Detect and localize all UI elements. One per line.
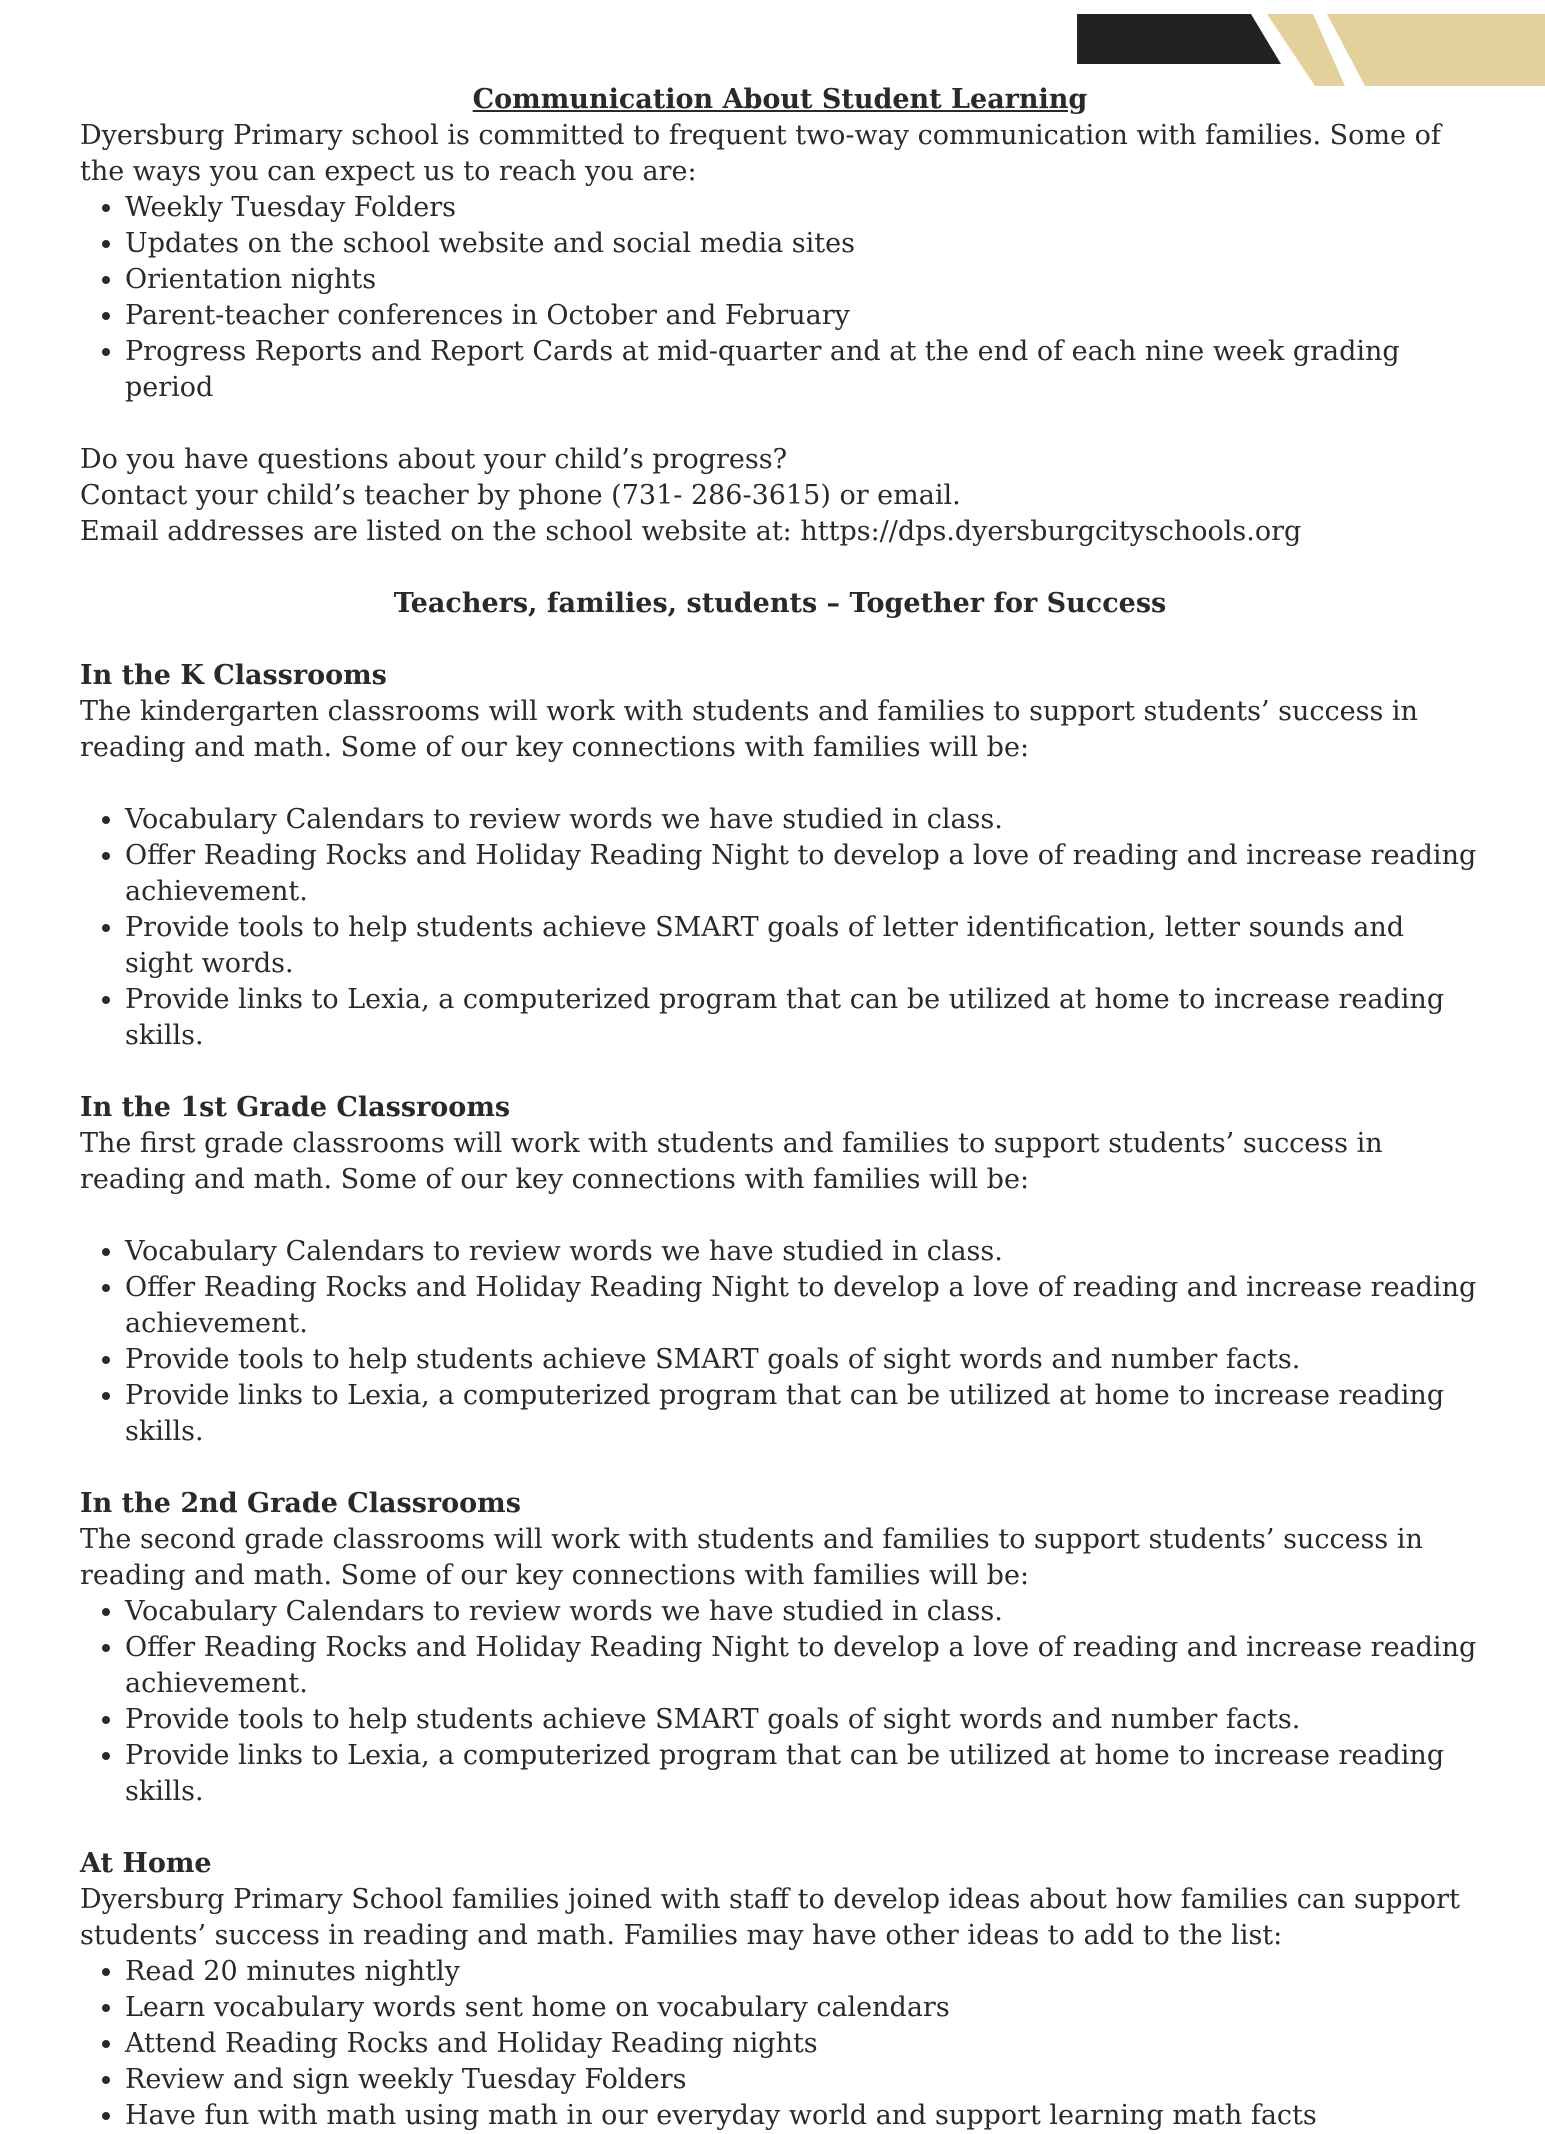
list-item: • Provide tools to help students achieve SMART goals of sight words and number facts. [125,1702,1480,1738]
header-banner-graphic [1065,0,1545,90]
list-item: • Updates on the school website and social media sites [125,226,1480,262]
section-k-classrooms [80,658,1480,1054]
list-item: • Provide tools to help students achieve SMART goals of sight words and number facts. [125,1342,1480,1378]
section-intro: The kindergarten classrooms will work with students and families to support students’ success in reading and math. Some of our key connections with families will be: [80,696,1418,763]
list-item: • Provide links to Lexia, a computerized program that can be utilized at home to increase reading skills. [125,1738,1480,1810]
list-item: • Offer Reading Rocks and Holiday Reading Night to develop a love of reading and increase reading achievement. [125,838,1480,910]
section-intro: Dyersburg Primary School families joined with staff to develop ideas about how families can support students’ success in reading and math. Families may have other ideas to add to the list: [80,1884,1460,1951]
section-list [80,802,1480,1054]
list-item: • Read 20 minutes nightly [125,1954,1480,1990]
contact-line: Contact your child’s teacher by phone (731- 286-3615) or email. [80,480,961,511]
section-heading: In the K Classrooms [80,660,387,691]
list-item: • Weekly Tuesday Folders [125,190,1480,226]
list-item: • Vocabulary Calendars to review words we have studied in class. [125,1234,1480,1270]
list-item: • Vocabulary Calendars to review words we have studied in class. [125,802,1480,838]
intro-paragraph: Dyersburg Primary school is committed to frequent two-way communication with families. Some of the ways you can expect us to reach you are: [80,120,1441,187]
list-item: • Offer Reading Rocks and Holiday Reading Night to develop a love of reading and increase reading achievement. [125,1630,1480,1702]
section-heading: In the 1st Grade Classrooms [80,1092,511,1123]
section-2nd-grade [80,1486,1480,1810]
list-item: • Vocabulary Calendars to review words we have studied in class. [125,1594,1480,1630]
list-item: • Provide links to Lexia, a computerized program that can be utilized at home to increase reading skills. [125,1378,1480,1450]
list-item: • Attend Reading Rocks and Holiday Reading nights [125,2026,1480,2062]
section-heading: At Home [80,1848,212,1879]
section-at-home [80,1846,1480,2134]
questions-line: Do you have questions about your child’s progress? [80,444,788,475]
document-page [80,82,1480,2134]
section-list [80,1954,1480,2134]
list-item: • Review and sign weekly Tuesday Folders [125,2062,1480,2098]
section-heading: In the 2nd Grade Classrooms [80,1488,521,1519]
tagline: Teachers, families, students – Together for Success [393,588,1167,619]
list-item: • Parent-teacher conferences in October and February [125,298,1480,334]
banner-gold-stripe-wide [1327,14,1545,86]
list-item: • Provide links to Lexia, a computerized program that can be utilized at home to increase reading skills. [125,982,1480,1054]
email-info-line: Email addresses are listed on the school website at: https://dps.dyersburgcityschools.org [80,516,1302,547]
list-item: • Orientation nights [125,262,1480,298]
list-item: • Offer Reading Rocks and Holiday Reading Night to develop a love of reading and increase reading achievement. [125,1270,1480,1342]
section-1st-grade [80,1090,1480,1450]
list-item: • Learn vocabulary words sent home on vocabulary calendars [125,1990,1480,2026]
section-intro: The first grade classrooms will work with students and families to support students’ success in reading and math. Some of our key connections with families will be: [80,1128,1383,1195]
list-item: • Provide tools to help students achieve SMART goals of letter identification, letter sounds and sight words. [125,910,1480,982]
page-title: Communication About Student Learning [472,84,1088,115]
list-item: • Have fun with math using math in our everyday world and support learning math facts [125,2098,1480,2134]
section-list [80,1594,1480,1810]
list-item: • Progress Reports and Report Cards at mid-quarter and at the end of each nine week grading period [125,334,1480,406]
banner-dark-stripe [1077,14,1281,64]
section-list [80,1234,1480,1450]
section-intro: The second grade classrooms will work with students and families to support students’ success in reading and math. Some of our key connections with families will be: [80,1524,1423,1591]
communication-list [80,190,1480,406]
